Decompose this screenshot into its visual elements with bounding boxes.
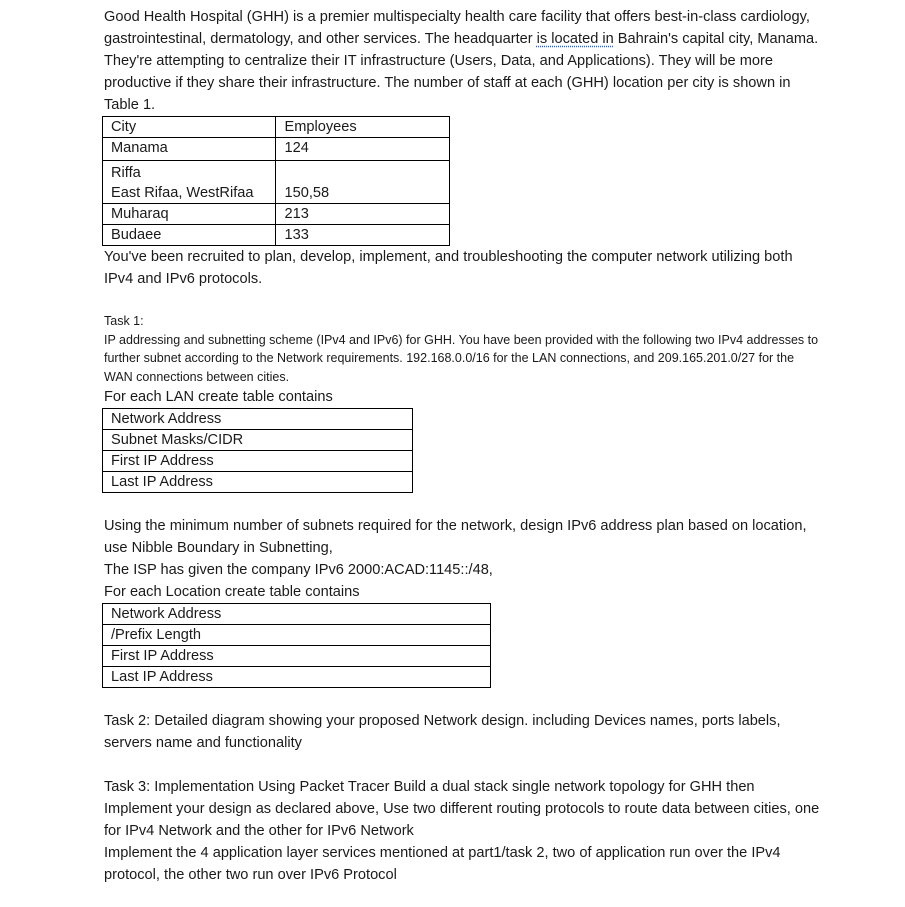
task3-paragraph: Task 3: Implementation Using Packet Tracer Build a dual stack single network topology for GHH then Implement your design as declared above, Use two different routing protocols to route data between cities, one for IPv4 Network and the other for IPv6 Network xyxy=(104,779,820,839)
ipv6-plan-text: Using the minimum number of subnets required for the network, design IPv6 address plan based on location, use Nibble Boundary in Subnetting, xyxy=(104,518,807,556)
table-cell: Network Address xyxy=(103,409,413,430)
intro-text-a: Good Health Hospital (GHH) is a premier multispecialty health care facility that offers best-in-class cardiology, gastrointestinal, dermatology, and other services. The headquarter xyxy=(104,9,810,47)
city-line-rifaa: East Rifaa, WestRifaa xyxy=(111,185,254,201)
table-cell-employees: 124 xyxy=(276,138,450,161)
employees-value: 150,58 xyxy=(284,185,330,201)
intro-paragraph xyxy=(104,6,824,116)
table-row xyxy=(103,138,450,161)
table-cell: Last IP Address xyxy=(103,472,413,493)
table-row xyxy=(103,430,413,451)
lan-table-intro: For each LAN create table contains xyxy=(104,389,333,405)
staff-table xyxy=(102,116,450,246)
table-row xyxy=(103,225,450,246)
ipv6-table xyxy=(102,603,491,688)
table-header-row xyxy=(103,117,450,138)
spacer xyxy=(104,688,824,710)
isp-prefix-text: The ISP has given the company IPv6 2000:ACAD:1145::/48, xyxy=(104,562,493,578)
table-cell-city xyxy=(103,161,276,204)
table-header-city: City xyxy=(103,117,276,138)
task3-services-paragraph: Implement the 4 application layer services mentioned at part1/task 2, two of application run over the IPv4 protocol, the other two run over IPv6 Protocol xyxy=(104,845,781,883)
table-row xyxy=(103,161,450,204)
table-row xyxy=(103,667,491,688)
spacer xyxy=(104,493,824,515)
location-table-intro: For each Location create table contains xyxy=(104,584,360,600)
table-cell: Network Address xyxy=(103,604,491,625)
table-cell-employees xyxy=(276,161,450,204)
lan-table xyxy=(102,408,413,493)
document-body xyxy=(104,6,824,886)
task1-body: IP addressing and subnetting scheme (IPv4 and IPv6) for GHH. You have been provided with the following two IPv4 addresses to further subnet according to the Network requirements. 192.168.0.0/16 for the LAN connections, and 209.165.201.0/27 for the WAN connections between cities. xyxy=(104,332,819,384)
table-row xyxy=(103,472,413,493)
table-cell: Last IP Address xyxy=(103,667,491,688)
table-cell-employees: 133 xyxy=(276,225,450,246)
table-row xyxy=(103,625,491,646)
table-row xyxy=(103,204,450,225)
table-cell-city: Manama xyxy=(103,138,276,161)
table-cell: /Prefix Length xyxy=(103,625,491,646)
table-cell: First IP Address xyxy=(103,451,413,472)
table-row xyxy=(103,646,491,667)
table-row xyxy=(103,451,413,472)
task2-paragraph: Task 2: Detailed diagram showing your proposed Network design. including Devices names, ports labels, servers name and functionality xyxy=(104,713,781,751)
city-line-riffa: Riffa xyxy=(111,165,141,181)
intro-text-b: Bahrain's capital city, Manama. They're attempting to centralize their IT infrastructure (Users, Data, and Applications). They will be more productive if they share their infrastructure. The number of staff at each (GHH) location per city is shown in Table 1. xyxy=(104,31,819,113)
table-row xyxy=(103,604,491,625)
table-header-employees: Employees xyxy=(276,117,450,138)
table-cell-city: Muharaq xyxy=(103,204,276,225)
table-row xyxy=(103,409,413,430)
recruit-paragraph: You've been recruited to plan, develop, implement, and troubleshooting the computer network utilizing both IPv4 and IPv6 protocols. xyxy=(104,249,793,287)
table-cell-employees: 213 xyxy=(276,204,450,225)
table-cell: First IP Address xyxy=(103,646,491,667)
task1-heading: Task 1: xyxy=(104,314,144,328)
spacer xyxy=(104,290,824,312)
table-cell-city: Budaee xyxy=(103,225,276,246)
grammar-flagged-text[interactable]: is located in xyxy=(536,31,614,47)
spacer xyxy=(104,754,824,776)
table-cell: Subnet Masks/CIDR xyxy=(103,430,413,451)
